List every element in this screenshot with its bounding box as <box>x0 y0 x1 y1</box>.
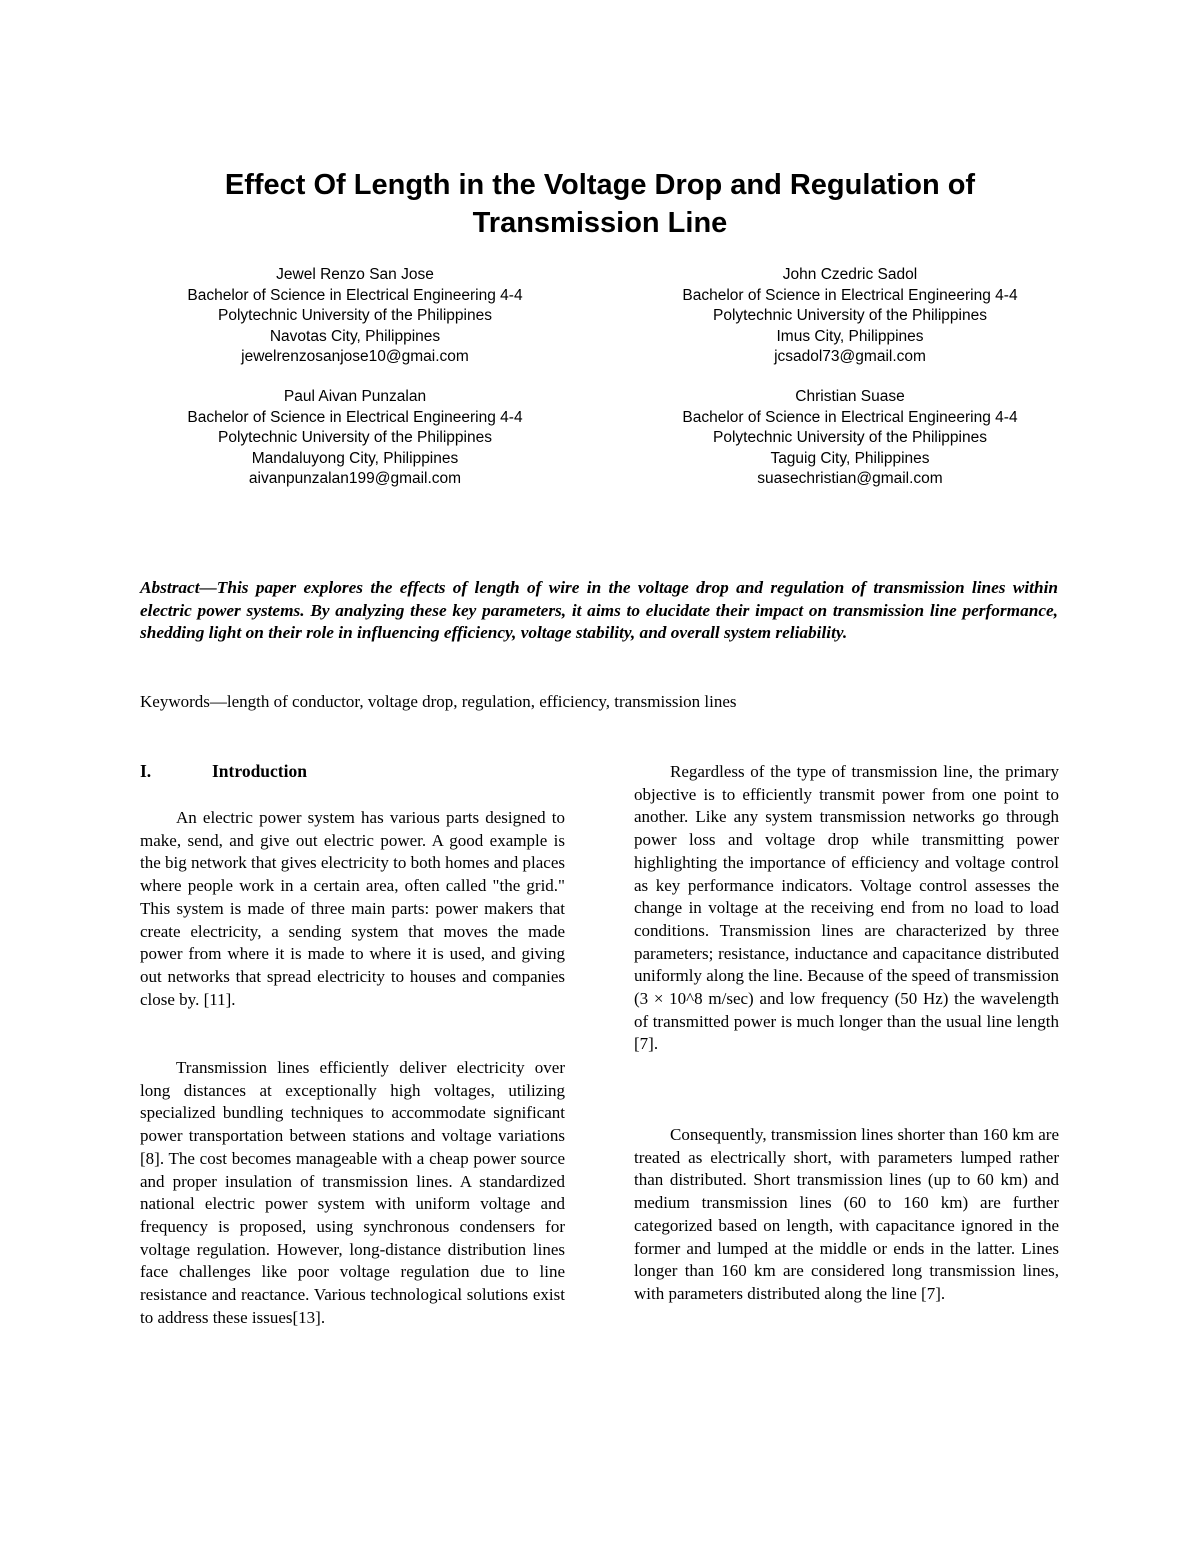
paper-title: Effect Of Length in the Voltage Drop and Regulation of Transmission Line <box>224 169 976 239</box>
author-block <box>620 387 1080 490</box>
author-block <box>125 265 585 368</box>
author-name: Paul Aivan Punzalan <box>283 388 427 405</box>
author-email: suasechristian@gmail.com <box>757 470 943 487</box>
body-paragraph: Transmission lines efficiently deliver electricity over long distances at exceptionally high voltages, utilizing specialized bundling techniques to accommodate significant power transportation between stations and voltage variations [8]. The cost becomes manageable with a cheap power source and proper insulation of transmission lines. A standardized national electric power system with uniform voltage and frequency is proposed, using synchronous condensers for voltage regulation. However, long-distance distribution lines face challenges like poor voltage regulation due to line resistance and reactance. Various technological solutions exist to address these issues[13]. <box>140 1058 565 1327</box>
keywords: Keywords—length of conductor, voltage drop, regulation, efficiency, transmission lines <box>140 692 737 711</box>
author-program: Bachelor of Science in Electrical Engineering 4-4 <box>187 408 523 426</box>
author-email: jcsadol73@gmail.com <box>774 348 926 365</box>
author-university: Polytechnic University of the Philippines <box>218 307 492 324</box>
author-block <box>125 387 585 490</box>
author-location: Imus City, Philippines <box>776 327 924 345</box>
author-name: John Czedric Sadol <box>782 266 918 283</box>
author-email: aivanpunzalan199@gmail.com <box>248 470 462 487</box>
abstract: Abstract—This paper explores the effects of length of wire in the voltage drop and regulation of transmission lines within electric power systems. By analyzing these key parameters, it aims to elucidate their impact on transmission line performance, shedding light on their role in influencing efficiency, voltage stability, and overall system reliability. <box>140 578 1058 643</box>
author-program: Bachelor of Science in Electrical Engineering 4-4 <box>187 286 523 304</box>
section-heading <box>140 760 307 782</box>
author-location: Taguig City, Philippines <box>770 449 930 467</box>
author-university: Polytechnic University of the Philippines <box>713 429 987 446</box>
author-block <box>620 265 1080 368</box>
author-program: Bachelor of Science in Electrical Engineering 4-4 <box>682 408 1018 426</box>
author-email: jewelrenzosanjose10@gmai.com <box>241 348 469 365</box>
body-paragraph: An electric power system has various parts designed to make, send, and give out electric power. A good example is the big network that gives electricity to both homes and places where people work in a certain area, often called "the grid." This system is made of three main parts: power makers that create electricity, a sending system that moves the made power from where it is made to where it is used, and giving out networks that spread electricity to houses and companies close by. [11]. <box>140 808 565 1009</box>
body-paragraph: Consequently, transmission lines shorter than 160 km are treated as electrically short, with parameters lumped rather than distributed. Short transmission lines (up to 60 km) and medium transmission lines (60 to 160 km) are further categorized based on length, with capacitance ignored in the former and lumped at the middle or ends in the latter. Lines longer than 160 km are considered long transmission lines, with parameters distributed along the line [7]. <box>634 1125 1059 1303</box>
author-program: Bachelor of Science in Electrical Engineering 4-4 <box>682 286 1018 304</box>
author-location: Mandaluyong City, Philippines <box>251 449 459 467</box>
author-name: Jewel Renzo San Jose <box>276 266 434 283</box>
author-university: Polytechnic University of the Philippines <box>713 307 987 324</box>
body-paragraph: Regardless of the type of transmission line, the primary objective is to efficiently transmit power from one point to another. Like any system transmission networks go through power loss and voltage drop while transmitting power highlighting the importance of efficiency and voltage control as key performance indicators. Voltage control assesses the change in voltage at the receiving end from no load to load conditions. Transmission lines are characterized by three parameters; resistance, inductance and capacitance distributed uniformly along the line. Because of the speed of transmission (3 × 10^8 m/sec) and low frequency (50 Hz) the wavelength of transmitted power is much longer than the usual line length [7]. <box>634 762 1059 1054</box>
section-title: Introduction <box>212 761 307 781</box>
section-number: I. <box>140 761 152 781</box>
author-university: Polytechnic University of the Philippines <box>218 429 492 446</box>
author-name: Christian Suase <box>795 388 905 405</box>
author-location: Navotas City, Philippines <box>269 327 441 345</box>
